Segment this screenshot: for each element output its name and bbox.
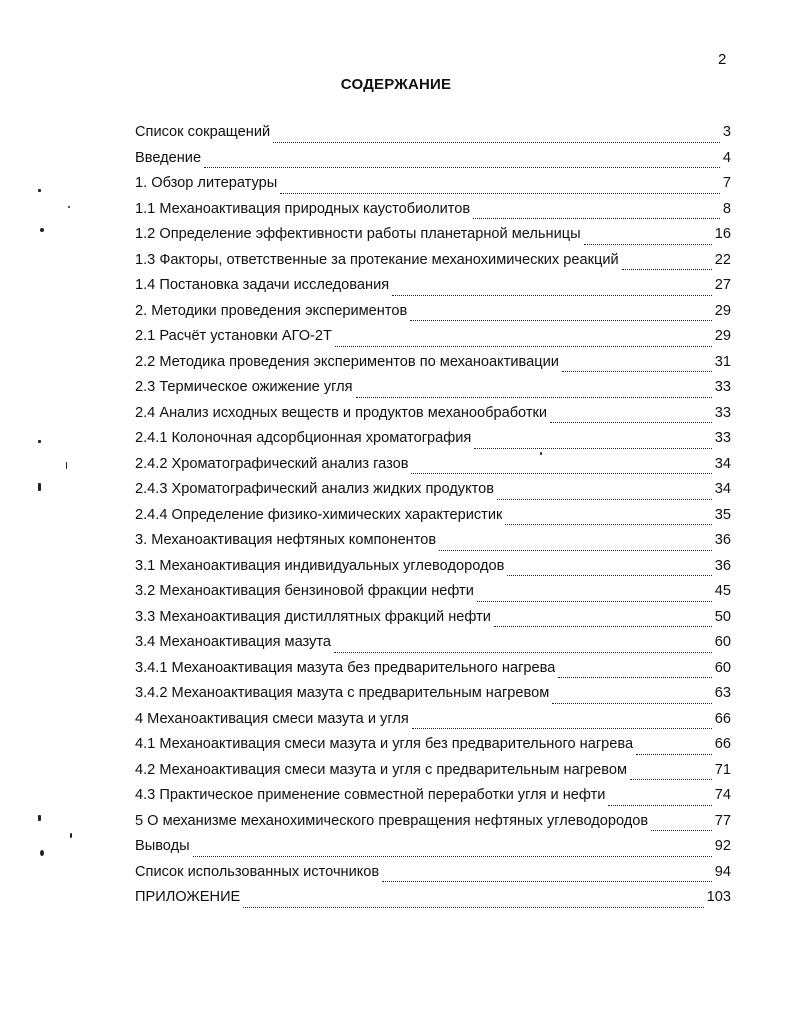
toc-entry-page: 22 [714, 251, 731, 268]
page-number: 2 [718, 51, 727, 68]
toc-entry [135, 405, 731, 431]
toc-entry-page: 34 [714, 481, 731, 497]
toc-entry-page: 36 [714, 557, 731, 574]
scan-artifact [40, 228, 44, 232]
toc-dot-leader [356, 396, 712, 398]
toc-dot-leader [651, 829, 712, 831]
toc-dot-leader [204, 166, 720, 168]
scan-artifact [40, 850, 44, 856]
toc-entry [135, 736, 731, 762]
scan-artifact [70, 833, 72, 838]
toc-entry-title: 4 Механоактивация смеси мазута и угля [135, 710, 409, 727]
toc-dot-leader [558, 676, 711, 678]
toc-dot-leader [507, 574, 711, 576]
toc-entry-page: 77 [714, 812, 731, 829]
toc-entry [135, 379, 731, 405]
toc-entry-title: 2.4.4 Определение физико-химических характеристик [135, 506, 503, 523]
scan-artifact [66, 462, 67, 469]
toc-dot-leader [477, 600, 712, 602]
toc-dot-leader [630, 778, 712, 780]
toc-entry [135, 175, 731, 201]
toc-entry-title: 2.3 Термическое ожижение угля [135, 379, 353, 395]
toc-entry-title: 2.1 Расчёт установки АГО-2Т [135, 328, 332, 344]
toc-entry-title: 3.4.2 Механоактивация мазута с предварительным нагревом [135, 685, 550, 701]
toc-entry [135, 201, 731, 227]
toc-entry-title: 2.4.3 Хроматографический анализ жидких продуктов [135, 481, 495, 497]
page-title: СОДЕРЖАНИЕ [340, 76, 452, 93]
toc-entry-page: 71 [714, 761, 731, 778]
toc-entry-page: 16 [714, 226, 731, 242]
scan-artifact [68, 206, 70, 208]
toc-entry-page: 4 [722, 149, 731, 166]
toc-entry [135, 481, 731, 507]
toc-entry-page: 74 [714, 787, 731, 803]
toc-entry [135, 532, 731, 558]
toc-entry [135, 277, 731, 303]
toc-dot-leader [439, 549, 712, 551]
toc-entry-title: 1.1 Механоактивация природных каустобиолитов [135, 200, 471, 217]
toc-entry-page: 33 [714, 404, 731, 421]
scan-artifact [38, 483, 41, 491]
toc-entry [135, 762, 731, 788]
toc-entry [135, 124, 731, 150]
toc-entry-title: ПРИЛОЖЕНИЕ [135, 889, 241, 905]
toc-dot-leader [335, 345, 712, 347]
toc-entry [135, 558, 731, 584]
toc-dot-leader [410, 319, 712, 321]
toc-entry [135, 609, 731, 635]
toc-entry-title: 5 О механизме механохимического превращения нефтяных углеводородов [135, 812, 649, 829]
toc-entry [135, 430, 731, 456]
toc-entry-page: 50 [714, 608, 731, 625]
toc-entry-title: 1.3 Факторы, ответственные за протекание механохимических реакций [135, 251, 619, 268]
toc-dot-leader [392, 294, 712, 296]
toc-dot-leader [411, 472, 711, 474]
toc-entry-page: 36 [714, 532, 731, 548]
toc-entry-page: 34 [714, 455, 731, 472]
toc-entry [135, 150, 731, 176]
toc-dot-leader [562, 370, 712, 372]
toc-dot-leader [243, 906, 703, 908]
toc-entry-page: 66 [714, 710, 731, 727]
toc-entry-title: 1.2 Определение эффективности работы планетарной мельницы [135, 226, 581, 242]
toc-entry-title: 1. Обзор литературы [135, 175, 278, 191]
toc-entry [135, 303, 731, 329]
toc-entry-title: 2.2 Методика проведения экспериментов по механоактивации [135, 353, 559, 370]
toc-entry [135, 507, 731, 533]
toc-entry-title: 3.4 Механоактивация мазута [135, 634, 332, 650]
toc-dot-leader [474, 447, 711, 449]
toc-dot-leader [584, 243, 712, 245]
toc-entry-title: Выводы [135, 838, 190, 854]
toc-entry-page: 60 [714, 659, 731, 676]
toc-entry [135, 660, 731, 686]
toc-dot-leader [552, 702, 712, 704]
toc-entry [135, 583, 731, 609]
toc-entry-page: 27 [714, 277, 731, 293]
toc-entry-page: 35 [714, 506, 731, 523]
toc-dot-leader [412, 727, 712, 729]
toc-entry-page: 103 [706, 889, 731, 905]
toc-dot-leader [334, 651, 712, 653]
toc-entry-page: 66 [714, 736, 731, 752]
toc-dot-leader [636, 753, 712, 755]
toc-entry [135, 864, 731, 890]
toc-entry-title: Список использованных источников [135, 863, 380, 880]
toc-dot-leader [473, 217, 720, 219]
toc-entry [135, 685, 731, 711]
toc-entry-page: 94 [714, 863, 731, 880]
toc-entry [135, 838, 731, 864]
scan-artifact [38, 815, 41, 821]
toc-dot-leader [280, 192, 720, 194]
toc-entry [135, 252, 731, 278]
toc-entry [135, 226, 731, 252]
toc-entry-title: Введение [135, 149, 202, 166]
toc-entry-title: 2.4.2 Хроматографический анализ газов [135, 455, 409, 472]
scan-artifact [540, 452, 542, 455]
toc-entry-page: 8 [722, 200, 731, 217]
toc-dot-leader [608, 804, 711, 806]
toc-entry-title: 1.4 Постановка задачи исследования [135, 277, 390, 293]
toc-entry-page: 92 [714, 838, 731, 854]
toc-entry-title: 3.4.1 Механоактивация мазута без предварительного нагрева [135, 659, 556, 676]
toc-entry-page: 7 [722, 175, 731, 191]
toc-entry-title: 4.3 Практическое применение совместной переработки угля и нефти [135, 787, 606, 803]
toc-entry-page: 33 [714, 379, 731, 395]
toc-entry-title: 3.2 Механоактивация бензиновой фракции нефти [135, 583, 474, 599]
toc-entry [135, 634, 731, 660]
toc-entry [135, 787, 731, 813]
toc-dot-leader [494, 625, 712, 627]
toc-dot-leader [550, 421, 712, 423]
toc-entry [135, 354, 731, 380]
toc-dot-leader [273, 141, 720, 143]
toc-entry [135, 813, 731, 839]
toc-entry-page: 33 [714, 430, 731, 446]
scan-artifact [38, 189, 41, 192]
table-of-contents [135, 124, 731, 915]
toc-entry-page: 29 [714, 328, 731, 344]
toc-entry-title: 4.2 Механоактивация смеси мазута и угля с предварительным нагревом [135, 761, 628, 778]
toc-dot-leader [622, 268, 712, 270]
toc-entry-page: 63 [714, 685, 731, 701]
toc-entry-title: 3.3 Механоактивация дистиллятных фракций нефти [135, 608, 491, 625]
toc-entry [135, 889, 731, 915]
toc-entry [135, 711, 731, 737]
toc-entry-title: 2.4.1 Колоночная адсорбционная хроматография [135, 430, 472, 446]
toc-entry-page: 60 [714, 634, 731, 650]
toc-dot-leader [382, 880, 712, 882]
toc-entry-page: 31 [714, 353, 731, 370]
toc-dot-leader [193, 855, 712, 857]
toc-entry-page: 3 [722, 124, 731, 140]
toc-entry-title: 2. Методики проведения экспериментов [135, 302, 408, 319]
toc-entry-title: 2.4 Анализ исходных веществ и продуктов механообработки [135, 404, 548, 421]
toc-entry [135, 328, 731, 354]
scan-artifact [38, 440, 41, 443]
toc-entry-title: Список сокращений [135, 124, 271, 140]
toc-dot-leader [497, 498, 712, 500]
toc-entry-title: 3. Механоактивация нефтяных компонентов [135, 532, 437, 548]
toc-dot-leader [505, 523, 711, 525]
toc-entry-title: 4.1 Механоактивация смеси мазута и угля без предварительного нагрева [135, 736, 634, 752]
toc-entry-page: 45 [714, 583, 731, 599]
toc-entry-page: 29 [714, 302, 731, 319]
toc-entry [135, 456, 731, 482]
toc-entry-title: 3.1 Механоактивация индивидуальных углеводородов [135, 557, 505, 574]
